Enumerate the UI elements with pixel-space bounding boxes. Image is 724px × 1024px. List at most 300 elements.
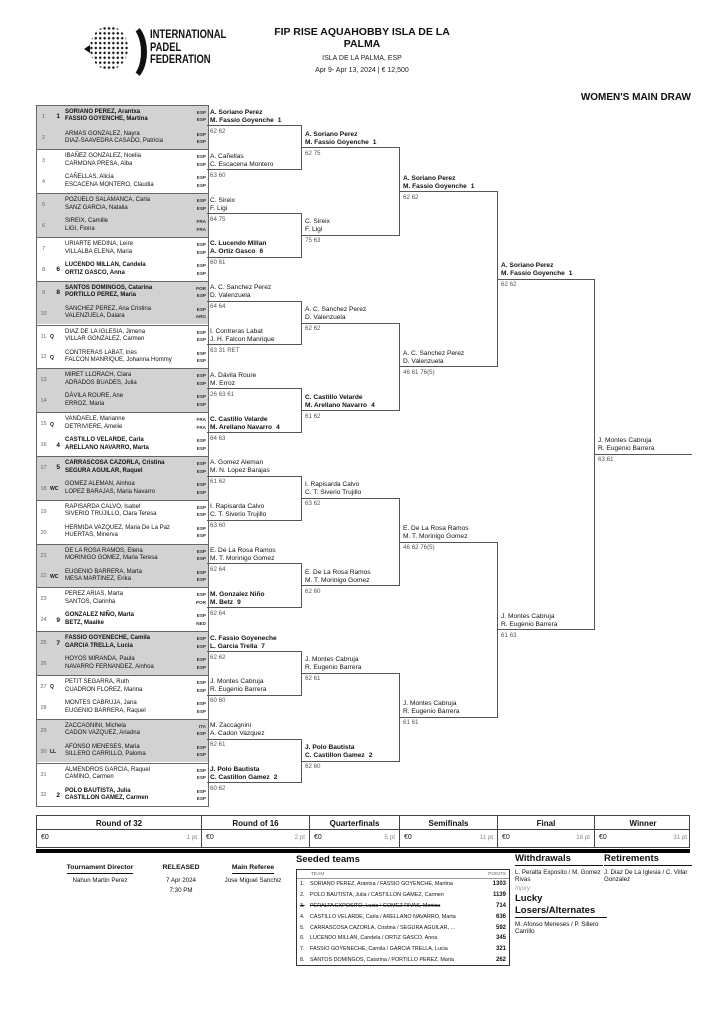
player1-country: ESP (196, 680, 206, 686)
winner-seed: 6 (259, 248, 264, 256)
player1-country: ESP (196, 613, 206, 619)
team-countries (188, 434, 208, 456)
entry-seed (50, 369, 62, 390)
r32-team-row (37, 763, 208, 785)
entry-tag: Q (50, 421, 54, 428)
team-names (62, 457, 188, 478)
player1-name: AFONSO MENESES, Maria (65, 743, 140, 750)
team-names (62, 238, 188, 259)
tournament-header (212, 26, 512, 74)
player1-country: ESP (196, 350, 206, 356)
player2-country: ESP (196, 162, 206, 168)
winner-player2-name: M. Fassio Goyenche (210, 116, 274, 124)
winner-player2 (403, 358, 464, 366)
player1-country: ESP (196, 262, 206, 268)
player2-country: ESP (196, 752, 206, 758)
org-name-line2: PADEL (150, 41, 182, 54)
winner-team-names (305, 306, 366, 322)
main-referee-label: Main Referee (232, 864, 274, 874)
team-names (62, 784, 188, 806)
entry-seed (50, 390, 62, 412)
team-countries (188, 676, 208, 697)
withdrawal-note: Injury (515, 884, 531, 892)
winner-team-names (210, 328, 275, 344)
player2-country: ESP (196, 643, 206, 649)
player2-country: NED (196, 620, 206, 626)
team-countries (188, 259, 208, 281)
winner-seed: 1 (372, 138, 377, 146)
team-names (62, 326, 188, 347)
player2-country: ESP (196, 533, 206, 539)
seeded-team-points: 321 (495, 946, 506, 953)
row-number: 8 (41, 266, 46, 273)
seeded-teams-table (296, 869, 510, 966)
team-countries (188, 413, 208, 434)
team-names (62, 150, 188, 171)
winner-player2 (210, 686, 266, 694)
team-names (62, 303, 188, 325)
winner-player1: A. Gomez Aleman (210, 459, 264, 467)
match-score: 62 62 (210, 653, 226, 661)
winner-player2-name: D. Valenzuela (210, 292, 251, 300)
match-score: 62 64 (210, 565, 226, 573)
winner-team-names (501, 613, 557, 629)
ranking-points: 31 pt (673, 834, 687, 841)
winner-player1: A. C. Sanchez Perez (305, 306, 367, 313)
winner-team-names (305, 394, 375, 410)
winner-team-names (403, 175, 474, 191)
prize-round-label: Winner (629, 819, 657, 828)
r32-team-row (37, 434, 208, 456)
row-number: 7 (41, 245, 46, 252)
player1-country: ESP (196, 481, 206, 487)
player1-name: PEREZ ARIAS, Marta (65, 591, 124, 598)
winner-team-names (210, 503, 266, 519)
prize-amount: €0 (206, 834, 214, 841)
player2-name: ERROZ, Maria (65, 400, 105, 407)
entry-seed (50, 653, 62, 675)
r32-team-row (37, 478, 208, 500)
entry-seed (50, 501, 62, 522)
winner-player2 (305, 489, 361, 497)
player1-country: ESP (196, 394, 206, 400)
team-names (62, 697, 188, 719)
lucky-losers-section (515, 893, 607, 936)
winner-player2 (210, 117, 281, 125)
winner-team-names (210, 591, 265, 607)
player2-country: FRA (196, 226, 206, 232)
team-names (62, 346, 188, 368)
player1-country: ESP (196, 461, 206, 467)
retirement-entry: J. Diaz De La Iglesia / C. Villar Gonzalez (604, 868, 688, 884)
bracket-entry-sf (400, 348, 498, 367)
team-countries (188, 764, 208, 785)
match-score: 61 62 (305, 412, 321, 420)
lucky-loser-entry: M. Afonso Meneses / P. Sillero Carrillo (515, 920, 599, 936)
winner-player1: I. Rapisarda Calvo (305, 481, 360, 489)
player1-name: ZACCAGNINI, Michela (65, 722, 127, 729)
tournament-director-block (44, 856, 156, 884)
match-score: 63 61 (598, 456, 614, 464)
player2-country: ESP (196, 708, 206, 714)
player1-country: FRA (196, 417, 206, 423)
winner-player1: J. Polo Bautista (305, 744, 355, 751)
entry-seed (50, 720, 62, 741)
r32-team-row (37, 653, 208, 675)
seeded-team-points: 592 (495, 924, 506, 931)
winner-seed: 1 (568, 270, 573, 278)
player2-name: MESA MARTINEZ, Erika (65, 576, 131, 583)
team-names (62, 565, 188, 587)
player1-country: ESP (196, 657, 206, 663)
entry-seed (50, 522, 62, 544)
winner-player2 (305, 226, 330, 234)
entry-seed (50, 764, 62, 785)
withdrawals-section (515, 853, 603, 892)
player2-country: ESP (196, 270, 206, 276)
row-number: 6 (41, 223, 46, 229)
lucky-losers-heading-line1: Lucky (515, 893, 543, 904)
winner-team-names (210, 766, 277, 782)
match-score: 62 60 (305, 587, 321, 595)
winner-team-names (305, 744, 372, 760)
released-label: RELEASED (162, 864, 200, 871)
bracket-entry-r16 (207, 677, 302, 696)
prize-round-values (595, 830, 691, 841)
winner-player2-name: R. Eugenio Barrera (210, 686, 267, 694)
player1-name: MONTES CABRUJA, Jana (65, 699, 137, 706)
seeded-team-rank: 6. (300, 935, 305, 942)
winner-player2 (210, 599, 265, 607)
released-time: 7:30 PM (169, 886, 193, 894)
r32-team-row (37, 390, 208, 412)
team-countries (188, 588, 208, 609)
team-countries (188, 326, 208, 347)
winner-player2 (501, 270, 572, 278)
bracket-entry-champion (595, 436, 692, 455)
player2-name: SANZ GARCIA, Natalia (65, 204, 128, 211)
seeded-team-points: 1139 (492, 892, 506, 899)
seeded-team-row (297, 922, 509, 933)
player1-country: ESP (196, 767, 206, 773)
winner-player2-name: M. Fassio Goyenche (305, 138, 369, 146)
bracket-entry-r16 (207, 721, 302, 740)
winner-player1: A. Cañellas (210, 152, 244, 160)
team-countries (188, 346, 208, 368)
winner-seed: 7 (261, 642, 265, 650)
winner-player2-name: F. Ligi (210, 204, 228, 212)
winner-player1: A. Soriano Perez (403, 174, 456, 182)
player1-country: ESP (196, 569, 206, 575)
row-number: 17 (40, 464, 47, 471)
player1-name: GOMEZ ALEMAN, Ainhoa (65, 480, 135, 487)
seeded-team-names: LUCENDO MILLAN, Candela / ORTIZ GASCO, Anna (310, 935, 438, 942)
team-names (62, 676, 188, 697)
player2-name: FASSIO GOYENCHE, Martina (65, 116, 148, 123)
match-score: 64 64 (210, 303, 226, 311)
org-name-line1: INTERNATIONAL (150, 29, 227, 42)
seeded-team-row (297, 890, 509, 901)
team-countries (188, 282, 208, 303)
winner-player2-name: M. Fassio Goyenche (403, 182, 467, 190)
team-names (62, 478, 188, 500)
winner-player2-name: C. Castillon Gamez (210, 773, 270, 781)
player2-name: PORTILLO PEREZ, Maria (65, 292, 137, 299)
lucky-losers-heading-line2: Losers/Alternates (515, 905, 607, 918)
team-countries (188, 720, 208, 741)
player1-country: ITA (198, 723, 206, 729)
winner-player2-name: A. Cadon Vazquez (210, 730, 265, 738)
r32-team-row (37, 303, 208, 325)
withdrawal-entry: L. Peralta Exposito / M. Gomez Rivas (515, 868, 601, 884)
player2-name: SANTOS, Clarinha (65, 599, 116, 606)
player2-country: ESP (196, 249, 206, 255)
row-number: 4 (41, 179, 46, 186)
seeded-team-rank: 1. (300, 881, 305, 888)
winner-team-names (305, 218, 330, 234)
player2-name: LOPEZ BARAJAS, Maria Navarro (65, 488, 156, 495)
player2-name: SEGURA AGUILAR, Raquel (65, 467, 143, 474)
bracket-connector (399, 324, 400, 412)
seeded-team-names: CARRASCOSA CAZORLA, Cristina / SEGURA AGUILAR, ... (310, 924, 455, 931)
player1-country: ESP (196, 592, 206, 598)
team-names (62, 588, 188, 609)
bracket-entry-qf (302, 217, 400, 236)
winner-player2-name: M. T. Morinigo Gomez (210, 554, 275, 562)
player2-name: HUERTAS, Minerva (65, 532, 118, 539)
team-names (62, 545, 188, 566)
seeded-team-rank: 7. (300, 946, 305, 953)
player1-country: ESP (196, 636, 206, 642)
prize-round-label: Quarterfinals (329, 819, 380, 828)
player1-name: ARMAS GONZALEZ, Nayra (65, 130, 140, 137)
entry-seed: 4 (56, 441, 60, 449)
prize-round-column (309, 816, 399, 847)
player1-country: ESP (196, 329, 206, 335)
r32-team-row (37, 237, 208, 259)
player2-country: ESP (196, 358, 206, 364)
player2-country: ESP (196, 445, 206, 451)
player2-country: ESP (196, 182, 206, 188)
r32-team-row (37, 609, 208, 631)
player1-name: POZUELO SALAMANCA, Carla (65, 197, 151, 204)
entry-seed (50, 545, 62, 566)
r32-team-row (37, 456, 208, 478)
match-score: 63 62 (305, 500, 321, 508)
entry-tag: Q (50, 354, 54, 361)
player1-name: SANTOS DOMINGOS, Catarina (65, 284, 153, 291)
player1-name: DÁVILA ROURE, Ane (65, 393, 124, 400)
seeded-team-points: 714 (495, 902, 506, 909)
player1-name: DIAZ DE LA IGLESIA, Jimena (65, 328, 146, 335)
bracket-entry-sf (400, 699, 498, 718)
player1-country: FRA (196, 219, 206, 225)
r32-team-row (37, 281, 208, 303)
winner-player2-name: R. Eugenio Barrera (305, 664, 362, 672)
bracket-connector (497, 192, 498, 367)
winner-player2 (210, 467, 270, 475)
team-countries (188, 106, 208, 128)
match-score: 62 62 (210, 127, 226, 135)
team-countries (188, 215, 208, 237)
winner-player1: A. C. Sanchez Perez (210, 284, 272, 292)
match-score: 62 75 (305, 149, 321, 157)
entry-seed (50, 238, 62, 259)
entry-seed (50, 194, 62, 215)
bracket-entry-r16 (207, 633, 302, 652)
prize-round-values (310, 830, 399, 841)
player1-country: ESP (196, 548, 206, 554)
prize-round-values (202, 830, 309, 841)
row-number: 24 (40, 617, 47, 624)
seeded-team-row (297, 944, 509, 955)
team-names (62, 720, 188, 741)
retirements-section (604, 853, 692, 884)
entry-seed (50, 127, 62, 149)
bracket-entry-qf (302, 129, 400, 148)
player2-name: LIGI, Fiona (65, 225, 95, 232)
winner-team-names (403, 525, 469, 541)
winner-player1: A. C. Sanchez Perez (403, 349, 465, 357)
r32-team-row (37, 368, 208, 390)
winner-team-names (210, 459, 270, 475)
entry-tag: WC (50, 573, 59, 580)
seeded-team-points: 1303 (492, 881, 506, 888)
winner-player2 (305, 577, 371, 585)
prize-round-column (37, 816, 201, 847)
player1-name: ALMENDROS GARCIA, Raquel (65, 766, 151, 773)
row-number: 18 (40, 485, 47, 492)
team-countries (188, 194, 208, 215)
player1-name: MIRET LLORACH, Clara (65, 372, 132, 379)
org-name-line3: FEDERATION (150, 54, 211, 67)
winner-player2-name: M. T. Morinigo Gomez (403, 533, 468, 540)
match-score: 62 60 (305, 763, 321, 770)
winner-team-names (501, 262, 572, 278)
seeded-teams-section (296, 854, 510, 966)
match-score: 63 31 RET (210, 346, 240, 354)
bracket-entry-qf (302, 655, 400, 674)
player2-country: ESP (196, 468, 206, 474)
winner-team-names (210, 416, 280, 432)
prize-amount: €0 (314, 834, 322, 841)
seeded-team-row (297, 879, 509, 890)
team-names (62, 741, 188, 763)
row-number: 21 (40, 552, 47, 559)
bracket-entry-r16 (207, 589, 302, 608)
winner-team-names (210, 722, 265, 738)
team-countries (188, 501, 208, 522)
winner-player2-name: R. Eugenio Barrera (501, 620, 558, 628)
player2-country: ESP (196, 293, 206, 299)
winner-player1: A. Dávila Roure (210, 371, 257, 379)
player1-country: ESP (196, 438, 206, 444)
entry-seed (50, 303, 62, 325)
row-number: 23 (40, 596, 47, 603)
bracket-entry-r16 (207, 326, 302, 345)
winner-player2-name: J. H. Falcon Manrique (210, 335, 275, 343)
row-number: 28 (40, 704, 47, 711)
winner-team-names (210, 197, 235, 213)
bracket-entry-r16 (207, 195, 302, 214)
player2-name: CADON VAZQUEZ, Ariadna (65, 730, 140, 737)
player1-name: HOYOS MIRANDA, Paula (65, 656, 135, 663)
winner-team-names (305, 569, 371, 585)
winner-player1: M. Zaccagnini (210, 722, 252, 730)
player2-country: ESP (196, 775, 206, 781)
winner-player1: J. Montes Cabruja (598, 437, 652, 445)
team-countries (188, 457, 208, 478)
player2-name: ORTIZ GASCO, Anna (65, 269, 125, 276)
team-countries (188, 303, 208, 325)
logo-arc-icon (110, 22, 147, 82)
winner-player2-name: C. Escacena Montero (210, 160, 274, 168)
player2-country: ESP (196, 577, 206, 583)
team-countries (188, 632, 208, 653)
winner-team-names (403, 350, 464, 366)
player2-name: CASTILLON GAMEZ, Carmen (65, 795, 149, 802)
player2-country: ESP (196, 117, 206, 123)
winner-team-names (210, 240, 266, 256)
row-number: 25 (40, 640, 47, 647)
winner-player1: J. Montes Cabruja (403, 700, 457, 708)
winner-player1: J. Montes Cabruja (305, 656, 359, 664)
winner-team-names (305, 481, 361, 497)
row-number: 16 (40, 442, 47, 448)
team-names (62, 609, 188, 631)
winner-player1: A. Soriano Perez (501, 262, 554, 270)
winner-player1: A. Soriano Perez (305, 130, 358, 138)
team-names (62, 434, 188, 456)
winner-team-names (210, 547, 276, 563)
winner-seed: 1 (470, 182, 475, 190)
bracket-entry-qf (302, 305, 400, 324)
winner-player2-name: A. Ortiz Gasco (210, 248, 256, 256)
winner-player2-name: D. Valenzuela (305, 314, 346, 321)
player2-name: ADRADOS BUADES, Julia (65, 380, 137, 387)
player1-country: ESP (196, 525, 206, 531)
r32-team-row (37, 565, 208, 587)
match-score: 61 62 (210, 478, 226, 486)
winner-team-names (210, 678, 266, 694)
player2-name: CARMONA PRESA, Alba (65, 161, 133, 168)
bracket-entry-r16 (207, 458, 302, 477)
player2-name: NAVARRO FERNANDEZ, Ainhoa (65, 663, 154, 670)
winner-player2 (210, 511, 266, 519)
r32-team-row (37, 215, 208, 237)
player2-country: ESP (196, 381, 206, 387)
r32-team-row (37, 719, 208, 741)
r32-team-row (37, 587, 208, 609)
r32-team-row (37, 127, 208, 149)
r32-team-row (37, 171, 208, 193)
entry-seed: 1 (56, 113, 60, 120)
tournament-director-name: Nahun Martin Perez (72, 876, 128, 884)
player1-name: PETIT SEGARRA, Ruth (65, 679, 129, 686)
player1-name: SANCHEZ PEREZ, Ana Cristina (65, 305, 152, 312)
player1-country: ESP (196, 154, 206, 160)
prize-amount: €0 (502, 834, 510, 841)
match-score: 62 62 (403, 193, 419, 201)
r32-team-row (37, 784, 208, 806)
row-number: 3 (41, 158, 46, 165)
winner-player2 (210, 380, 256, 388)
winner-player2 (305, 752, 372, 760)
team-countries (188, 741, 208, 763)
winner-player1: J. Polo Bautista (210, 765, 260, 773)
winner-player1: J. Montes Cabruja (501, 612, 555, 620)
player2-name: FALCON MANRIQUE, Johanna Hommy (65, 357, 172, 364)
